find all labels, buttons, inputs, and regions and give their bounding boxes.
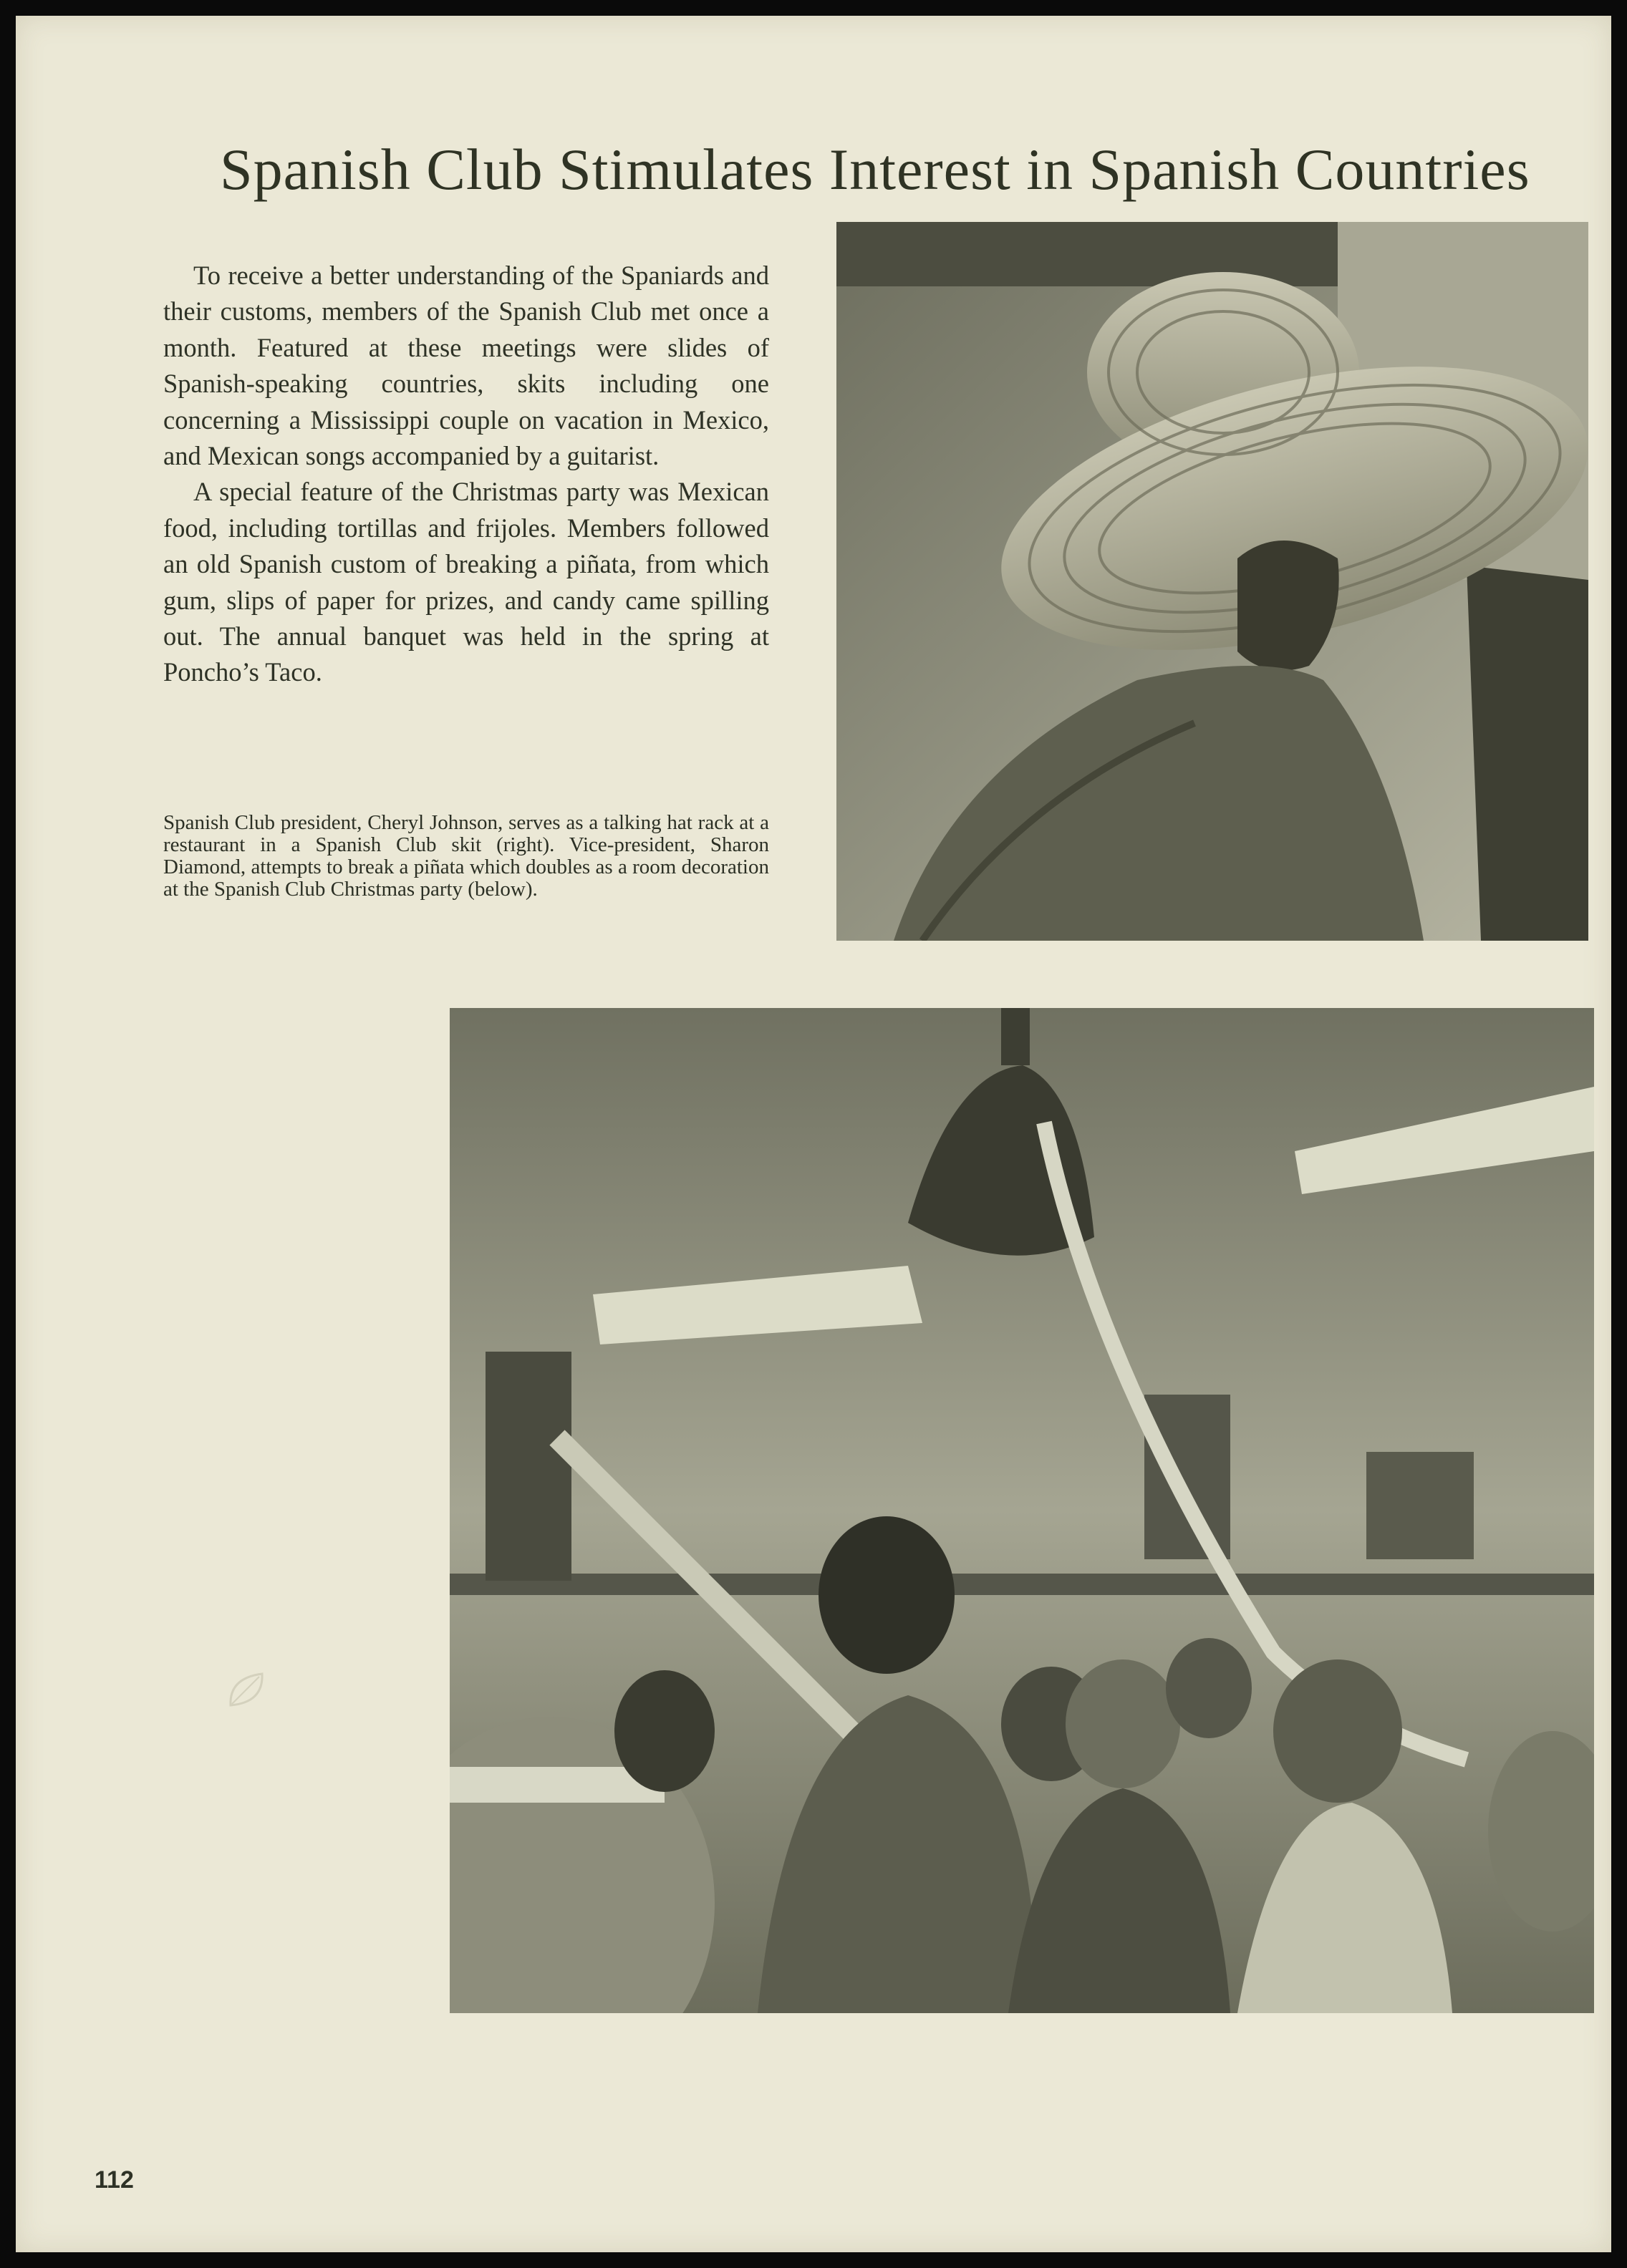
- pinata-photo-image: [450, 1008, 1594, 2013]
- page-title: Spanish Club Stimulates Interest in Spanish Countries: [220, 137, 1530, 202]
- pinata-photo: [450, 1008, 1594, 2013]
- page-number: 112: [95, 2166, 134, 2194]
- article-paragraph: To receive a better understanding of the Spaniards and their customs, members of the Spanish Club met once a month. Featured at these meetings were slides of Spanish-speaking countries, skits including one concerning a Mississippi couple on vacation in Mexico, and Mexican songs accompanied by a guitarist.: [163, 261, 769, 471]
- yearbook-page: [16, 16, 1611, 2252]
- photo-caption: Spanish Club president, Cheryl Johnson, serves as a talking hat rack at a restaurant in a Spanish Club skit (right). Vice-president, Sharon Diamond, attempts to break a piñata which doubles as a room decoration at the Spanish Club Christmas party (below).: [163, 811, 769, 901]
- sombrero-photo: [836, 222, 1588, 941]
- sombrero-photo-image: [836, 222, 1588, 941]
- leaf-watermark-icon: [225, 1668, 268, 1711]
- article-paragraph: A special feature of the Christmas party was Mexican food, including tortillas and frijoles. Members followed an old Spanish custom of breaking a piñata, from which gum, slips of paper for prizes, and candy came spilling out. The annual banquet was held in the spring at Poncho’s Taco.: [163, 477, 769, 687]
- article-body: [163, 258, 769, 691]
